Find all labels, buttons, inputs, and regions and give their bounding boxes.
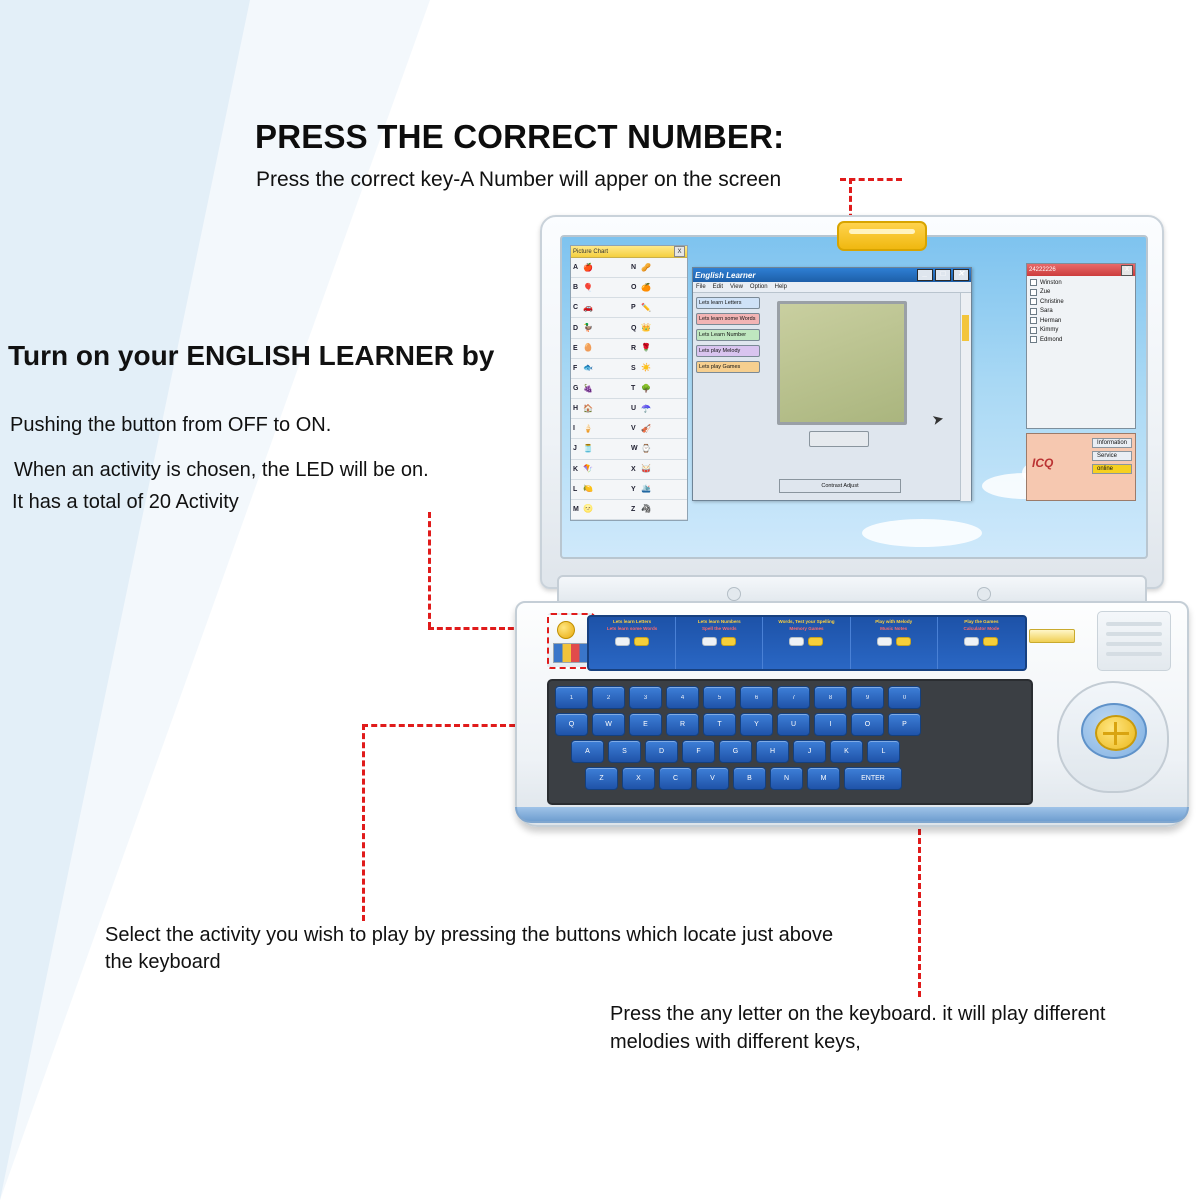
keyboard-row-asdf [555, 740, 1025, 763]
window-titlebar [693, 268, 971, 282]
contact-name: Zue [1040, 289, 1051, 295]
list-item[interactable] [629, 258, 687, 278]
chart-glyph-icon: 🎻 [641, 423, 651, 433]
chart-letter: B [573, 284, 579, 292]
lcd-action-button[interactable] [809, 431, 869, 447]
chart-letter: R [631, 344, 637, 352]
chart-letter: H [573, 405, 579, 413]
activity-key[interactable] [983, 637, 998, 646]
chart-letter: V [631, 425, 636, 433]
activity-key[interactable] [615, 637, 630, 646]
picture-chart-right-column [629, 258, 687, 520]
list-item[interactable] [629, 399, 687, 419]
picture-chart-title: Picture Chart [573, 248, 609, 255]
contact-name: Sara [1040, 308, 1053, 314]
window-body [693, 293, 971, 501]
contact-name: Christine [1040, 298, 1064, 305]
chart-letter: Z [631, 505, 636, 513]
maximize-icon[interactable]: □ [935, 269, 951, 281]
activity-label-bottom: Memory Games [789, 626, 824, 632]
hinge-screw [727, 587, 741, 601]
chart-glyph-icon: 🍋 [583, 484, 593, 494]
list-item[interactable] [571, 379, 629, 399]
list-item[interactable] [571, 500, 629, 520]
laptop-screen [560, 235, 1148, 559]
activity-key[interactable] [808, 637, 823, 646]
key-z[interactable]: Z [585, 767, 618, 790]
key-t[interactable]: T [703, 713, 736, 736]
joystick-pad[interactable] [1057, 681, 1169, 793]
icq-information-button[interactable]: Information [1092, 438, 1132, 448]
chart-letter: U [631, 405, 637, 413]
key-g[interactable]: G [719, 740, 752, 763]
key-n[interactable]: N [770, 767, 803, 790]
joystick-cross-icon [1114, 722, 1117, 745]
icq-logo: ICQ [1032, 456, 1054, 470]
key-e[interactable]: E [629, 713, 662, 736]
caption-press-letter: Press the any letter on the keyboard. it will play different melodies with different keys, [610, 1003, 1106, 1053]
power-knob-icon[interactable] [557, 621, 575, 639]
list-item[interactable] [629, 298, 687, 318]
list-item[interactable] [629, 339, 687, 359]
picture-chart-left-column [571, 258, 629, 520]
minimize-icon[interactable]: _ [917, 269, 933, 281]
activity-cell[interactable] [589, 617, 676, 669]
activity-item-melody[interactable]: Lets play Melody [696, 345, 760, 357]
chart-letter: Y [631, 485, 636, 493]
chart-glyph-icon: 🦓 [641, 504, 651, 514]
chart-glyph-icon: 🥚 [583, 343, 593, 353]
key-m[interactable]: M [807, 767, 840, 790]
checkbox-icon[interactable] [1030, 289, 1037, 296]
key-8[interactable]: 8 [814, 686, 847, 709]
checkbox-icon[interactable] [1030, 298, 1037, 305]
activity-key[interactable] [721, 637, 736, 646]
key-w[interactable]: W [592, 713, 625, 736]
chart-letter: G [573, 385, 579, 393]
activity-label-bottom: Music Notes [880, 626, 908, 632]
window-controls [917, 269, 969, 281]
menu-item-file[interactable]: File [696, 284, 706, 290]
list-item[interactable] [571, 318, 629, 338]
activity-key[interactable] [896, 637, 911, 646]
activity-menu-list [693, 293, 763, 501]
contact-list-title: 24222226 [1029, 267, 1056, 273]
icq-online-button[interactable]: online [1092, 464, 1132, 474]
list-item[interactable] [1030, 336, 1132, 343]
key-h[interactable]: H [756, 740, 789, 763]
activity-item-number[interactable]: Lets Learn Number [696, 329, 760, 341]
key-1[interactable]: 1 [555, 686, 588, 709]
chart-letter: I [573, 425, 575, 433]
activity-key[interactable] [877, 637, 892, 646]
key-i[interactable]: I [814, 713, 847, 736]
laptop-base-lip [515, 807, 1189, 823]
list-item[interactable] [629, 480, 687, 500]
key-f[interactable]: F [682, 740, 715, 763]
chart-letter: Q [631, 324, 637, 332]
activity-label-bottom: Lets learn some Words [606, 626, 658, 632]
checkbox-icon[interactable] [1030, 308, 1037, 315]
activity-keys [877, 637, 911, 646]
activity-label-top: Play the Games [964, 619, 999, 624]
contrast-adjust-slider[interactable]: Contrast Adjust [779, 479, 901, 493]
icq-service-button[interactable]: Service [1092, 451, 1132, 461]
key-a[interactable]: A [571, 740, 604, 763]
joystick-knob[interactable] [1095, 715, 1137, 751]
list-item[interactable] [629, 439, 687, 459]
caption-select-activity: Select the activity you wish to play by pressing the buttons which locate just above the keyboard [105, 924, 834, 973]
chart-glyph-icon: ☀️ [641, 363, 651, 373]
stylus-pen[interactable] [1029, 629, 1075, 643]
window-title: English Learner [695, 270, 756, 280]
lid-clip[interactable] [837, 221, 927, 251]
chart-glyph-icon: ⌚ [641, 443, 651, 453]
chart-letter: F [573, 364, 578, 372]
key-x[interactable]: X [622, 767, 655, 790]
activity-keys [789, 637, 823, 646]
activity-label-top: Lets learn Numbers [697, 619, 741, 624]
list-item[interactable] [1030, 317, 1132, 324]
chart-letter: D [573, 324, 579, 332]
key-r[interactable]: R [666, 713, 699, 736]
activity-item-games[interactable]: Lets play Games [696, 361, 760, 373]
chart-glyph-icon: 🏠 [583, 403, 593, 413]
activity-key[interactable] [702, 637, 717, 646]
mouse-cursor-icon: ➤ [930, 409, 946, 429]
contact-list-window[interactable] [1026, 263, 1136, 429]
contact-name: Kimmy [1040, 327, 1059, 333]
chart-glyph-icon: 🫙 [583, 443, 593, 453]
chart-glyph-icon: 🦆 [583, 323, 593, 333]
activity-label-bottom: Calculator Mode [963, 626, 1000, 632]
caption-turn-on: Turn on your ENGLISH LEARNER by [8, 340, 495, 371]
picture-chart-grid [571, 258, 687, 520]
checkbox-icon[interactable] [1030, 279, 1037, 286]
contact-list-titlebar [1027, 264, 1135, 276]
list-item[interactable] [629, 359, 687, 379]
chart-glyph-icon: 🍇 [583, 383, 593, 393]
activity-keys [964, 637, 998, 646]
key-0[interactable]: 0 [888, 686, 921, 709]
chart-letter: S [631, 364, 636, 372]
joystick-base[interactable] [1081, 703, 1147, 759]
keyboard-row-numbers [555, 686, 1025, 709]
chart-glyph-icon: ☂️ [641, 403, 651, 413]
chart-glyph-icon: 🌝 [583, 504, 593, 514]
chart-glyph-icon: 🪁 [583, 464, 593, 474]
key-7[interactable]: 7 [777, 686, 810, 709]
list-item[interactable] [629, 278, 687, 298]
menu-bar [693, 282, 971, 293]
key-j[interactable]: J [793, 740, 826, 763]
list-item[interactable] [571, 278, 629, 298]
activity-cell[interactable] [851, 617, 938, 669]
picture-chart-titlebar [571, 246, 687, 258]
chart-letter: X [631, 465, 636, 473]
power-label-strip [553, 643, 589, 663]
callout-line-power-v [428, 512, 431, 628]
menu-item-option[interactable]: Option [749, 284, 768, 290]
list-item[interactable] [629, 500, 687, 520]
callout-line-select-v [362, 724, 365, 921]
chart-glyph-icon: 🥜 [641, 262, 651, 272]
menu-item-help[interactable]: Help [774, 284, 787, 290]
keyboard-row-qwerty [555, 713, 1025, 736]
chart-glyph-icon: ✏️ [641, 302, 651, 312]
page-title: PRESS THE CORRECT NUMBER: [255, 118, 785, 155]
keyboard[interactable] [547, 679, 1033, 805]
activity-keys [702, 637, 736, 646]
list-item[interactable] [1030, 289, 1132, 296]
english-learner-window[interactable] [692, 267, 972, 501]
caption-total-activity: It has a total of 20 Activity [12, 491, 239, 513]
chart-letter: P [631, 304, 636, 312]
list-item[interactable] [629, 318, 687, 338]
list-item[interactable] [571, 298, 629, 318]
icq-panel[interactable] [1026, 433, 1136, 501]
activity-keys [615, 637, 649, 646]
close-icon[interactable]: X [674, 246, 685, 257]
chart-glyph-icon: 🌹 [641, 343, 651, 353]
chart-glyph-icon: 🚗 [583, 302, 593, 312]
activity-cell[interactable] [938, 617, 1025, 669]
list-item[interactable] [571, 460, 629, 480]
list-item[interactable] [571, 339, 629, 359]
list-item[interactable] [1030, 279, 1132, 286]
caption-led-note: When an activity is chosen, the LED will be on. [14, 459, 429, 481]
contact-name: Winston [1040, 279, 1062, 286]
vertical-scrollbar[interactable] [960, 293, 971, 501]
list-item[interactable] [629, 419, 687, 439]
activity-item-letters[interactable]: Lets learn Letters [696, 297, 760, 309]
checkbox-icon[interactable] [1030, 327, 1037, 334]
key-p[interactable]: P [888, 713, 921, 736]
key-q[interactable]: Q [555, 713, 588, 736]
key-v[interactable]: V [696, 767, 729, 790]
key-d[interactable]: D [645, 740, 678, 763]
contact-name: Edmond [1040, 336, 1063, 343]
speaker-vent [1097, 611, 1171, 671]
chart-glyph-icon: 👑 [641, 323, 651, 333]
list-item[interactable] [571, 419, 629, 439]
scrollbar-thumb[interactable] [962, 315, 969, 341]
key-4[interactable]: 4 [666, 686, 699, 709]
chart-glyph-icon: 🌳 [641, 383, 651, 393]
key-c[interactable]: C [659, 767, 692, 790]
chart-letter: O [631, 284, 637, 292]
laptop-lid [540, 215, 1164, 589]
chart-letter: N [631, 264, 637, 272]
laptop-base [515, 601, 1189, 827]
cloud-decor [862, 519, 982, 547]
hinge-screw [977, 587, 991, 601]
key-k[interactable]: K [830, 740, 863, 763]
key-s[interactable]: S [608, 740, 641, 763]
checkbox-icon[interactable] [1030, 317, 1037, 324]
chart-letter: L [573, 485, 578, 493]
list-item[interactable] [1030, 327, 1132, 334]
activity-cell[interactable] [763, 617, 850, 669]
activity-label-top: Play with Melody [875, 619, 913, 624]
activity-item-words[interactable]: Lets learn some Words [696, 313, 760, 325]
chart-glyph-icon: 🍎 [583, 262, 593, 272]
key-6[interactable]: 6 [740, 686, 773, 709]
chart-glyph-icon: 🎈 [583, 282, 593, 292]
close-icon[interactable]: X [1121, 265, 1133, 276]
activity-cell[interactable] [676, 617, 763, 669]
list-item[interactable] [1030, 298, 1132, 305]
key-b[interactable]: B [733, 767, 766, 790]
menu-item-view[interactable]: View [730, 284, 743, 290]
list-item[interactable] [1030, 308, 1132, 315]
chart-glyph-icon: 🛳️ [641, 484, 651, 494]
keyboard-row-zxcv [555, 767, 1025, 790]
chart-letter: A [573, 264, 579, 272]
list-item[interactable] [629, 460, 687, 480]
key-enter[interactable]: ENTER [844, 767, 902, 790]
toy-laptop [505, 195, 1195, 840]
key-u[interactable]: U [777, 713, 810, 736]
key-3[interactable]: 3 [629, 686, 662, 709]
page-subtitle: Press the correct key-A Number will apper on the screen [256, 168, 782, 191]
menu-item-edit[interactable]: Edit [712, 284, 724, 290]
picture-chart-window[interactable] [570, 245, 688, 521]
chart-glyph-icon: 🍊 [641, 282, 651, 292]
chart-glyph-icon: 🥁 [641, 464, 651, 474]
list-item[interactable] [571, 359, 629, 379]
list-item[interactable] [571, 399, 629, 419]
activity-key[interactable] [964, 637, 979, 646]
activity-key[interactable] [789, 637, 804, 646]
list-item[interactable] [571, 480, 629, 500]
key-o[interactable]: O [851, 713, 884, 736]
lcd-display [777, 301, 907, 425]
list-item[interactable] [571, 258, 629, 278]
chart-letter: E [573, 344, 578, 352]
chart-letter: J [573, 445, 577, 453]
activity-label-bottom: Spell the Words [701, 626, 737, 632]
contact-name: Herman [1040, 317, 1062, 324]
chart-letter: T [631, 385, 636, 393]
icq-buttons [1092, 438, 1132, 474]
close-icon[interactable]: ✕ [953, 269, 969, 281]
list-item[interactable] [629, 379, 687, 399]
activity-label-top: Lets learn Letters [612, 619, 652, 624]
chart-glyph-icon: 🐟 [583, 363, 593, 373]
contact-rows [1027, 276, 1135, 346]
chart-letter: M [573, 505, 579, 513]
activity-button-strip[interactable] [587, 615, 1027, 671]
activity-key[interactable] [634, 637, 649, 646]
key-y[interactable]: Y [740, 713, 773, 736]
list-item[interactable] [571, 439, 629, 459]
caption-push-button: Pushing the button from OFF to ON. [10, 414, 332, 436]
key-2[interactable]: 2 [592, 686, 625, 709]
activity-label-top: Words, Test your Spelling [778, 619, 835, 624]
chart-glyph-icon: 🍦 [583, 423, 593, 433]
chart-letter: C [573, 304, 579, 312]
chart-letter: W [631, 445, 638, 453]
checkbox-icon[interactable] [1030, 336, 1037, 343]
chart-letter: K [573, 465, 579, 473]
key-l[interactable]: L [867, 740, 900, 763]
key-9[interactable]: 9 [851, 686, 884, 709]
lcd-area [763, 293, 960, 501]
key-5[interactable]: 5 [703, 686, 736, 709]
